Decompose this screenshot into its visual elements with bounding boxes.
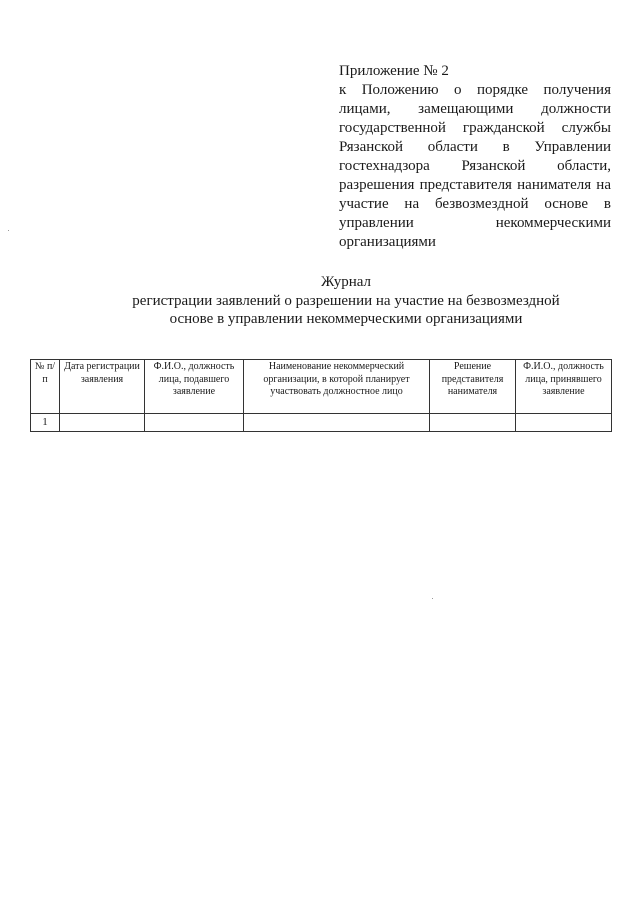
table-cell (244, 414, 430, 432)
journal-title: Журнал (320, 274, 371, 290)
journal-subtitle-line2: основе в управлении некоммерческими организациями (169, 311, 523, 327)
journal-subtitle-line1: регистрации заявлений о разрешении на участие на безвозмездной (132, 292, 560, 309)
header-registration-date: Дата регистрации заявления (60, 360, 145, 414)
scan-speck (8, 230, 9, 231)
header-organization-name: Наименование некоммерческий организации, в которой планирует участвовать должностное лицо (244, 360, 430, 414)
header-decision: Решение представителя нанимателя (430, 360, 516, 414)
table-cell: 1 (31, 414, 60, 432)
table-cell (145, 414, 244, 432)
scan-speck (432, 598, 433, 599)
header-applicant: Ф.И.О., должность лица, подавшего заявление (145, 360, 244, 414)
table-cell (60, 414, 145, 432)
table-cell (516, 414, 612, 432)
table-cell (430, 414, 516, 432)
table-row (31, 414, 612, 432)
table-header-row (31, 360, 612, 414)
registration-table (30, 359, 612, 432)
header-number: № п/п (31, 360, 60, 414)
journal-heading (40, 273, 640, 329)
header-receiver: Ф.И.О., должность лица, принявшего заявление (516, 360, 612, 414)
annex-text: к Положению о порядке получения лицами, замещающими должности государственной гражданской службы Рязанской области в Управлении гостехнадзора Рязанской области, разрешения представителя нанимателя на участие на безвозмездной основе в управлении некоммерческими организациями (339, 82, 611, 250)
annex-title: Приложение № 2 (339, 63, 449, 79)
annex-block (339, 62, 611, 252)
